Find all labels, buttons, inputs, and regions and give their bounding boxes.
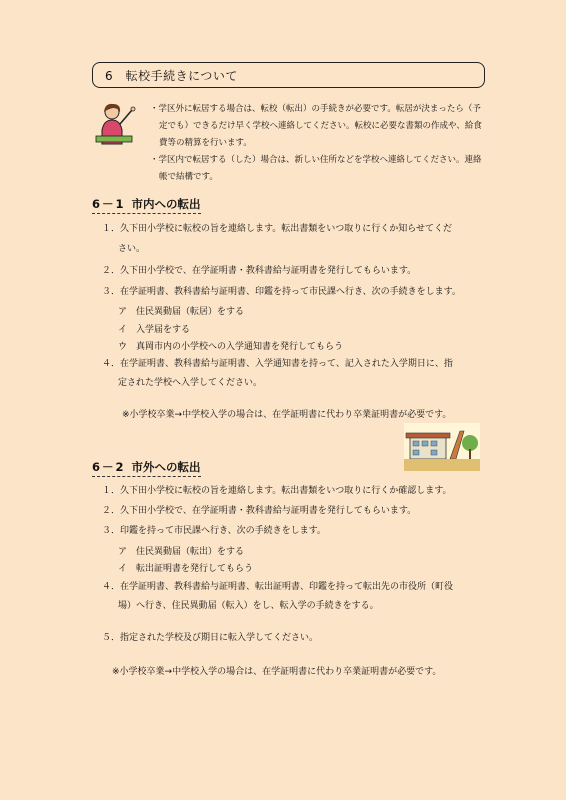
section1-step2: ２．久下田小学校で、在学証明書・教科書給与証明書を発行してもらいます。 — [102, 266, 417, 276]
section2-heading — [92, 459, 201, 477]
intro-text — [150, 101, 490, 186]
section2-step1: １．久下田小学校に転校の旨を連絡します。転出書類をいつ取りに行くか確認します。 — [102, 486, 452, 496]
page-title: 6 転校手続きについて — [105, 69, 238, 83]
intro-line: 帳で結構です。 — [159, 172, 218, 182]
section1-item-i: イ 入学届をする — [118, 325, 191, 335]
section1-item-u: ウ 真岡市内の小学校への入学通知書を発行してもらう — [118, 342, 344, 352]
section2-step4: ４．在学証明書、教科書給与証明書、転出証明書、印鑑を持って転出先の市役所（町役 — [102, 582, 454, 592]
section1-note: ※小学校卒業→中学校入学の場合は、在学証明書に代わり卒業証明書が必要です。 — [122, 410, 452, 420]
intro-line: 定でも）できるだけ早く学校へ連絡してください。転校に必要な書類の作成や、給食 — [159, 121, 482, 131]
section1-step1: １．久下田小学校に転校の旨を連絡します。転出書類をいつ取りに行くか知らせてくだ — [102, 224, 453, 234]
section2-step5: ５．指定された学校及び期日に転入学してください。 — [102, 633, 319, 643]
section2-step2: ２．久下田小学校で、在学証明書・教科書給与証明書を発行してもらいます。 — [102, 506, 417, 516]
section2-number: 6－2 — [92, 460, 126, 474]
intro-line: ・学区内で転居する（した）場合は、新しい住所などを学校へ連絡してください。連絡 — [150, 155, 482, 165]
section1-heading — [92, 196, 201, 214]
section2-step3: ３．印鑑を持って市民課へ行き、次の手続きをします。 — [102, 526, 326, 536]
section1-step1-cont: さい。 — [118, 244, 146, 254]
section1-step3: ３．在学証明書、教科書給与証明書、印鑑を持って市民課へ行き、次の手続きをします。 — [102, 287, 461, 297]
section1-title: 市内への転出 — [131, 197, 201, 211]
section1-item-a: ア 住民異動届（転居）をする — [118, 307, 245, 317]
section2-step4-cont: 場）へ行き、住民異動届（転入）をし、転入学の手続きをする。 — [118, 601, 379, 611]
intro-line: ・学区外に転居する場合は、転校（転出）の手続きが必要です。転居が決まったら（予 — [150, 104, 481, 114]
section1-number: 6－1 — [92, 197, 126, 211]
section2-item-i: イ 転出証明書を発行してもらう — [118, 564, 254, 574]
title-box — [92, 62, 485, 88]
teacher-illustration — [92, 100, 140, 148]
section2-note: ※小学校卒業→中学校入学の場合は、在学証明書に代わり卒業証明書が必要です。 — [112, 667, 442, 677]
section2-title: 市外への転出 — [131, 460, 201, 474]
intro-line: 費等の精算を行います。 — [159, 138, 252, 148]
school-illustration — [404, 423, 480, 471]
section1-step4: ４．在学証明書、教科書給与証明書、入学通知書を持って、記入された入学期日に、指 — [102, 359, 453, 369]
section1-step4-cont: 定された学校へ入学してください。 — [118, 378, 263, 388]
section2-item-a: ア 住民異動届（転出）をする — [118, 547, 245, 557]
